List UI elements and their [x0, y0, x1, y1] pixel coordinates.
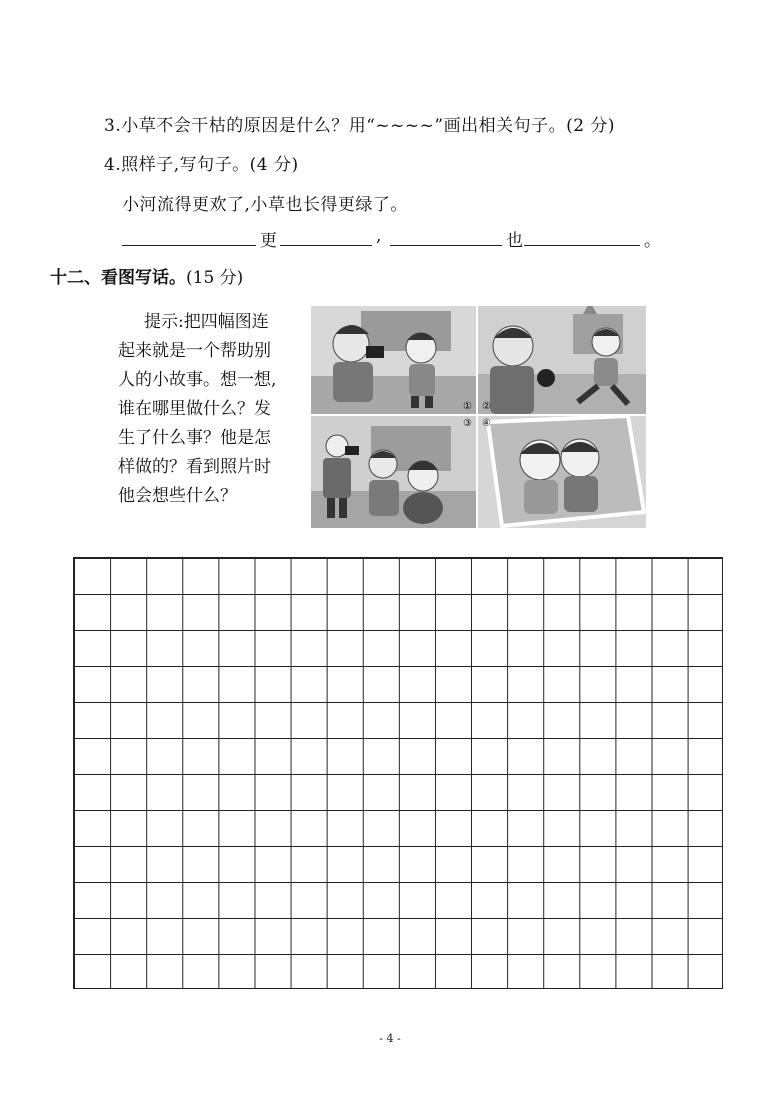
- word-ye: 也: [506, 231, 523, 251]
- picture-panel-4: [478, 416, 646, 528]
- panel-number-4: ④: [482, 418, 491, 429]
- panel-number-2: ②: [482, 401, 491, 412]
- question-3: 3.小草不会干枯的原因是什么？用“~~~~”画出相关句子。(2 分): [104, 116, 616, 136]
- hint-text: [118, 308, 298, 511]
- section-points: (15 分): [186, 268, 244, 288]
- picture-panel-1: [311, 306, 476, 414]
- picture-panel-3: [311, 416, 476, 528]
- hint-line: 他会想些什么？: [118, 486, 237, 506]
- period: 。: [644, 231, 661, 251]
- section-title: 十二、看图写话。: [50, 268, 186, 288]
- panel-number-3: ③: [463, 418, 472, 429]
- panel-2-illustration: [478, 306, 646, 414]
- hint-line: 生了什么事？他是怎: [118, 428, 271, 448]
- picture-panels: [311, 306, 646, 528]
- panel-4-illustration: [478, 416, 646, 528]
- page-number: - 4 -: [379, 1032, 401, 1045]
- panel-1-illustration: [311, 306, 476, 414]
- comma: ,: [376, 226, 382, 246]
- picture-panel-2: [478, 306, 646, 414]
- hint-line: 人的小故事。想一想,: [118, 370, 277, 390]
- fill-in-sentence: [122, 226, 682, 250]
- hint-line: 谁在哪里做什么？发: [118, 399, 271, 419]
- writing-grid[interactable]: [73, 557, 723, 989]
- panel-number-1: ①: [463, 401, 472, 412]
- panel-3-illustration: [311, 416, 476, 528]
- answer-blank-1[interactable]: [122, 245, 256, 246]
- hint-line: 样做的？看到照片时: [118, 457, 271, 477]
- word-geng: 更: [260, 231, 277, 251]
- hint-line: 提示:把四幅图连: [144, 312, 269, 332]
- question-4: 4.照样子,写句子。(4 分): [104, 155, 299, 175]
- answer-blank-2[interactable]: [280, 245, 372, 246]
- example-sentence: 小河流得更欢了,小草也长得更绿了。: [122, 195, 408, 215]
- hint-line: 起来就是一个帮助别: [118, 341, 271, 361]
- answer-blank-3[interactable]: [390, 245, 502, 246]
- answer-blank-4[interactable]: [524, 245, 640, 246]
- section-heading: [50, 263, 243, 288]
